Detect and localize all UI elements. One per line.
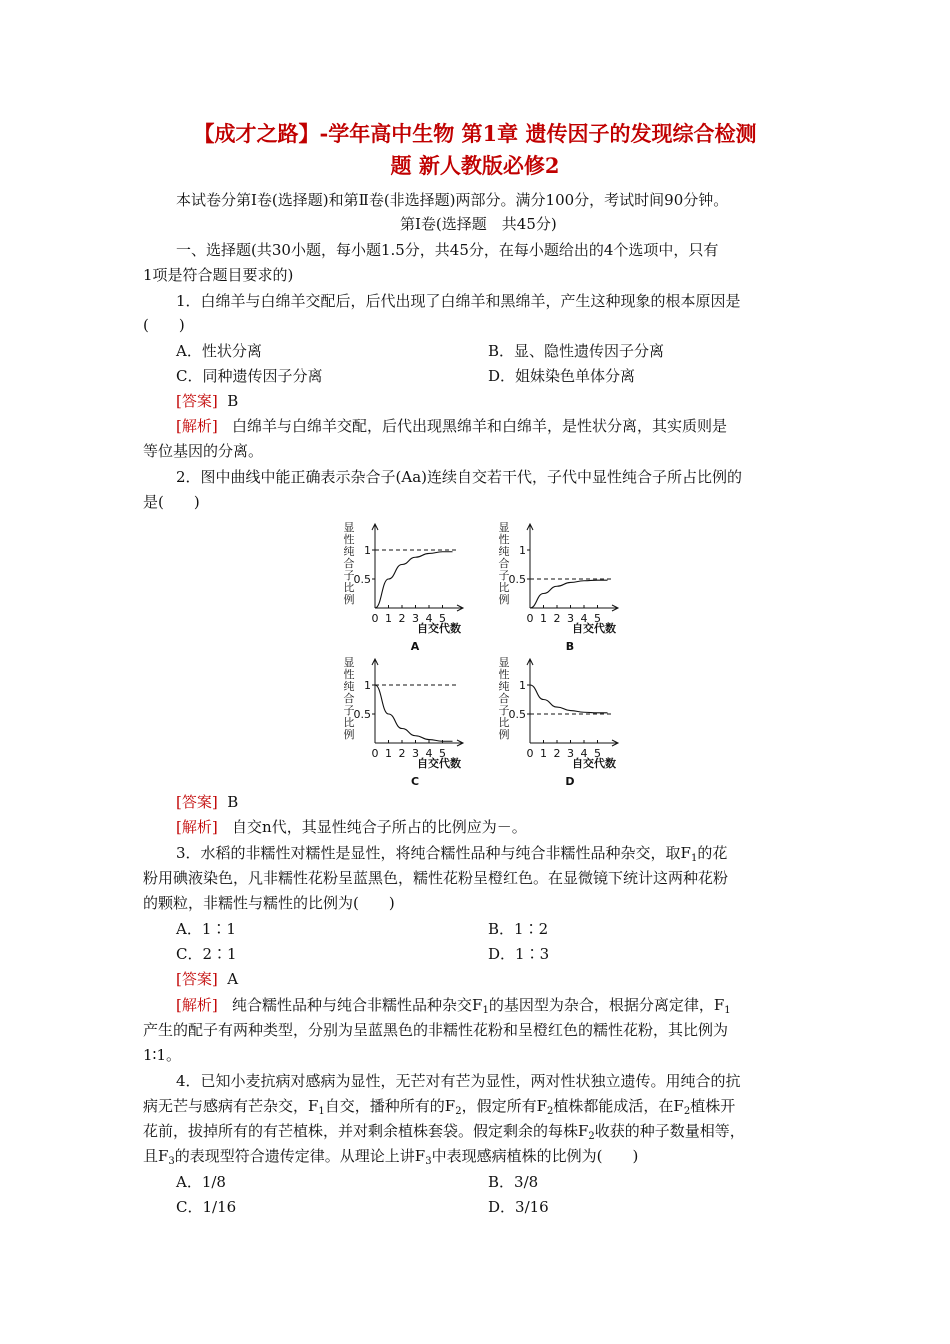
q1-option-d: D．姐妹染色单体分离 bbox=[488, 367, 636, 385]
q4-stem-line2 bbox=[143, 1096, 735, 1116]
q4-stem-text: 且F bbox=[143, 1147, 169, 1165]
q1-option-a: A．性状分离 bbox=[176, 342, 262, 360]
q4-stem-text: 自交，播种所有的F bbox=[324, 1097, 456, 1115]
q1-stem-line2: ( ) bbox=[143, 316, 185, 334]
graph-c-x-tick-label: 5 bbox=[439, 747, 446, 760]
graph-a-y-tick-label: 1 bbox=[364, 544, 371, 557]
graph-c-curve bbox=[375, 685, 453, 741]
q2-answer bbox=[176, 792, 238, 812]
analysis-label: [解析] bbox=[176, 996, 218, 1014]
graph-d-ylabel-char: 性 bbox=[498, 668, 510, 681]
graph-a-ylabel-char: 比 bbox=[343, 581, 355, 594]
graph-d-x-tick-label: 0 bbox=[526, 747, 534, 760]
q4-stem-text: 植株都能成活，在F bbox=[553, 1097, 684, 1115]
graph-b-ylabel-char: 显 bbox=[498, 521, 510, 534]
graph-d-ylabel-char: 显 bbox=[498, 656, 510, 669]
graph-a-x-tick-label: 5 bbox=[439, 612, 446, 625]
graph-c-ylabel-char: 纯 bbox=[343, 680, 355, 693]
graph-b-x-tick-label: 3 bbox=[567, 612, 574, 625]
q4-option-c: C．1/16 bbox=[176, 1198, 237, 1216]
q3-option-d: D．1∶3 bbox=[488, 945, 550, 963]
graph-c-ylabel-char: 子 bbox=[343, 704, 355, 717]
q4-stem-text: ，假定所有F bbox=[461, 1097, 548, 1115]
q4-stem-line1: 4．已知小麦抗病对感病为显性，无芒对有芒为显性，两对性状独立遗传。用纯合的抗 bbox=[176, 1072, 741, 1090]
graph-c-ylabel-char: 合 bbox=[343, 692, 355, 705]
q1-option-c: C．同种遗传因子分离 bbox=[176, 367, 323, 385]
q2-analysis-text: 自交n代，其显性纯合子所占的比例应为－。 bbox=[232, 818, 527, 836]
q4-stem-line3 bbox=[143, 1121, 745, 1141]
graph-a-ylabel-char: 例 bbox=[343, 593, 355, 606]
graph-b-title: B bbox=[565, 640, 575, 653]
graph-a-ylabel-char: 性 bbox=[343, 533, 355, 546]
graph-c-title: C bbox=[410, 775, 420, 788]
subscript: 2 bbox=[547, 1106, 554, 1117]
q4-stem-text: 的表现型符合遗传定律。从理论上讲F bbox=[174, 1147, 426, 1165]
graph-c-y-tick-label: 1 bbox=[364, 679, 371, 692]
q4-stem-text: 植株开 bbox=[690, 1097, 736, 1115]
graph-b-x-tick-label: 5 bbox=[594, 612, 601, 625]
graph-c-x-tick-label: 3 bbox=[412, 747, 419, 760]
q1-answer-value: B bbox=[227, 392, 239, 410]
graph-a-x-tick-label: 4 bbox=[425, 612, 433, 625]
subscript: 1 bbox=[482, 1005, 489, 1016]
q4-option-a: A．1/8 bbox=[176, 1173, 226, 1191]
q3-analysis-text: 纯合糯性品种与纯合非糯性品种杂交F bbox=[232, 996, 483, 1014]
answer-label: [答案] bbox=[176, 793, 218, 811]
q4-stem-line4 bbox=[143, 1146, 638, 1166]
instructions-line1: 一、选择题(共30小题，每小题1.5分，共45分，在每小题给出的4个选项中，只有 bbox=[176, 241, 719, 259]
q4-stem-text: 花前，拔掉所有的有芒植株，并对剩余植株套袋。假定剩余的每株F bbox=[143, 1122, 589, 1140]
graph-d-x-tick-label: 4 bbox=[580, 747, 588, 760]
graph-d-x-tick-label: 3 bbox=[567, 747, 574, 760]
q3-stem-text: 3．水稻的非糯性对糯性是显性，将纯合糯性品种与纯合非糯性品种杂交，取F bbox=[176, 844, 691, 862]
q4-option-d: D．3/16 bbox=[488, 1198, 549, 1216]
q1-option-b: B．显、隐性遗传因子分离 bbox=[488, 342, 665, 360]
graph-a-title: A bbox=[410, 640, 420, 653]
graph-d-ylabel-char: 纯 bbox=[498, 680, 510, 693]
q3-analysis-line3: 1∶1。 bbox=[143, 1046, 181, 1064]
document-title-line2: 题 新人教版必修2 bbox=[390, 153, 560, 178]
graph-a-x-tick-label: 3 bbox=[412, 612, 419, 625]
graph-b-ylabel-char: 合 bbox=[498, 557, 510, 570]
q3-option-b: B．1∶2 bbox=[488, 920, 549, 938]
graph-c-y-tick-label: 0.5 bbox=[353, 708, 371, 721]
graph-a-ylabel-char: 合 bbox=[343, 557, 355, 570]
q3-analysis-line1 bbox=[176, 995, 731, 1015]
document-title-line1: 【成才之路】-学年高中生物 第1章 遗传因子的发现综合检测 bbox=[193, 121, 757, 146]
q3-stem-text: 的花 bbox=[697, 844, 728, 862]
graph-d-y-tick-label: 1 bbox=[519, 679, 526, 692]
subscript: 1 bbox=[724, 1005, 731, 1016]
graph-d-ylabel-char: 比 bbox=[498, 716, 510, 729]
q1-stem-line1: 1．白绵羊与白绵羊交配后，后代出现了白绵羊和黑绵羊，产生这种现象的根本原因是 bbox=[176, 292, 741, 310]
q1-answer bbox=[176, 391, 238, 411]
subscript: 3 bbox=[168, 1156, 175, 1167]
subscript: 1 bbox=[318, 1106, 325, 1117]
graph-b-x-tick-label: 1 bbox=[540, 612, 547, 625]
subscript: 1 bbox=[690, 853, 698, 864]
graph-a-x-tick-label: 0 bbox=[371, 612, 379, 625]
subscript: 2 bbox=[683, 1106, 691, 1117]
graph-a-ylabel-char: 显 bbox=[343, 521, 355, 534]
q3-analysis-line2: 产生的配子有两种类型，分别为呈蓝黑色的非糯性花粉和呈橙红色的糯性花粉，其比例为 bbox=[143, 1021, 729, 1039]
q1-analysis-text: 白绵羊与白绵羊交配，后代出现黑绵羊和白绵羊，是性状分离，其实质则是 bbox=[232, 417, 728, 435]
q4-stem-text: 病无芒与感病有芒杂交，F bbox=[143, 1097, 319, 1115]
graph-c-x-tick-label: 0 bbox=[371, 747, 379, 760]
graph-d-x-tick-label: 1 bbox=[540, 747, 547, 760]
graph-d-y-tick-label: 0.5 bbox=[508, 708, 526, 721]
graph-c-x-tick-label: 1 bbox=[385, 747, 392, 760]
graph-d-x-tick-label: 5 bbox=[594, 747, 601, 760]
q3-answer bbox=[176, 969, 238, 989]
graph-b-x-tick-label: 4 bbox=[580, 612, 588, 625]
q4-stem-text: 中表现感病植株的比例为( ) bbox=[431, 1147, 639, 1165]
graph-c-x-tick-label: 2 bbox=[398, 747, 406, 760]
graph-b-ylabel-char: 比 bbox=[498, 581, 510, 594]
q4-option-b: B．3/8 bbox=[488, 1173, 539, 1191]
graph-d-xlabel: 自交代数 bbox=[572, 757, 616, 770]
graph-b-ylabel-char: 性 bbox=[498, 533, 510, 546]
graph-d-x-tick-label: 2 bbox=[553, 747, 561, 760]
q3-stem-line3: 的颗粒，非糯性与糯性的比例为( ) bbox=[143, 894, 395, 912]
graph-c-x-tick-label: 4 bbox=[425, 747, 433, 760]
graph-a-x-tick-label: 1 bbox=[385, 612, 392, 625]
graph-c-ylabel-char: 显 bbox=[343, 656, 355, 669]
q3-answer-value: A bbox=[227, 970, 239, 988]
q2-stem-line2: 是( ) bbox=[143, 493, 200, 511]
graph-b-y-tick-label: 0.5 bbox=[508, 573, 526, 586]
graph-a-ylabel-char: 纯 bbox=[343, 545, 355, 558]
intro-text: 本试卷分第Ⅰ卷(选择题)和第Ⅱ卷(非选择题)两部分。满分100分，考试时间90分钟。 bbox=[176, 191, 729, 209]
subscript: 3 bbox=[425, 1156, 432, 1167]
analysis-label: [解析] bbox=[176, 417, 218, 435]
q2-analysis bbox=[176, 817, 527, 837]
subscript: 2 bbox=[588, 1131, 595, 1142]
instructions-line2: 1项是符合题目要求的) bbox=[143, 266, 294, 284]
graph-c-ylabel-char: 例 bbox=[343, 728, 355, 741]
graphs-svg bbox=[335, 520, 635, 790]
q1-analysis-line2: 等位基因的分离。 bbox=[143, 442, 264, 460]
section-heading: 第Ⅰ卷(选择题 共45分) bbox=[400, 215, 557, 233]
graph-b-x-tick-label: 0 bbox=[526, 612, 534, 625]
graph-a-xlabel: 自交代数 bbox=[417, 622, 461, 635]
answer-label: [答案] bbox=[176, 392, 218, 410]
graph-c-xlabel: 自交代数 bbox=[417, 757, 461, 770]
analysis-label: [解析] bbox=[176, 818, 218, 836]
graph-c-ylabel-char: 性 bbox=[343, 668, 355, 681]
graph-b-ylabel-char: 子 bbox=[498, 569, 510, 582]
graph-b-ylabel-char: 纯 bbox=[498, 545, 510, 558]
q3-option-c: C．2∶1 bbox=[176, 945, 237, 963]
graph-d-title: D bbox=[565, 775, 575, 788]
q3-analysis-text: 的基因型为杂合，根据分离定律，F bbox=[488, 996, 725, 1014]
graph-d-curve bbox=[530, 685, 608, 713]
graph-a-ylabel-char: 子 bbox=[343, 569, 355, 582]
graph-b-ylabel-char: 例 bbox=[498, 593, 510, 606]
graph-b-y-tick-label: 1 bbox=[519, 544, 526, 557]
graph-d-ylabel-char: 合 bbox=[498, 692, 510, 705]
q2-answer-value: B bbox=[227, 793, 239, 811]
graph-a-x-tick-label: 2 bbox=[398, 612, 406, 625]
q3-stem-line1 bbox=[176, 843, 727, 863]
subscript: 2 bbox=[455, 1106, 462, 1117]
q3-stem-line2: 粉用碘液染色，凡非糯性花粉呈蓝黑色，糯性花粉呈橙红色。在显微镜下统计这两种花粉 bbox=[143, 869, 729, 887]
q4-stem-text: 收获的种子数量相等， bbox=[594, 1122, 745, 1140]
graph-a-curve bbox=[375, 552, 453, 608]
q1-analysis-line1 bbox=[176, 416, 727, 436]
graph-b-x-tick-label: 2 bbox=[553, 612, 561, 625]
answer-label: [答案] bbox=[176, 970, 218, 988]
q3-option-a: A．1∶1 bbox=[176, 920, 236, 938]
graph-b-xlabel: 自交代数 bbox=[572, 622, 616, 635]
graph-d-ylabel-char: 例 bbox=[498, 728, 510, 741]
graph-a-y-tick-label: 0.5 bbox=[353, 573, 371, 586]
graph-b-curve bbox=[530, 580, 608, 608]
graph-c-ylabel-char: 比 bbox=[343, 716, 355, 729]
q2-stem-line1: 2．图中曲线中能正确表示杂合子(Aa)连续自交若干代，子代中显性纯合子所占比例的 bbox=[176, 468, 743, 486]
q2-graphs-figure bbox=[335, 520, 635, 790]
graph-d-ylabel-char: 子 bbox=[498, 704, 510, 717]
